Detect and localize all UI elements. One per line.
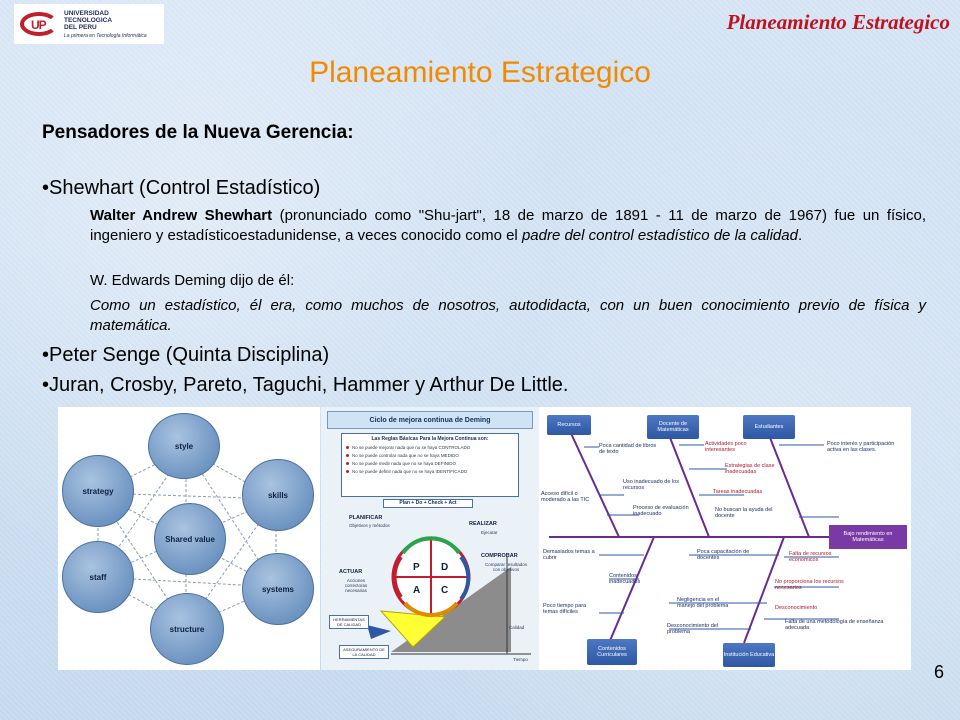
cause-text: Negligencia en el manejo del problema [677,597,729,610]
label-realizar-sub: Ejecutar [481,530,498,535]
pdca-letter-p: P [413,562,420,573]
cause-text: Tareas inadecuadas [713,489,763,495]
cause-text: Acceso difícil o moderado a las TIC [541,491,590,504]
cause-text: Falta de recursos económicos [789,551,832,564]
pdca-letter-d: D [441,562,449,573]
paragraph-deming-intro: W. Edwards Deming dijo de él: [90,272,295,289]
deming-pdca-label: Plan + Do + Check + Act [383,499,473,508]
shewhart-name: Walter Andrew Shewhart [90,207,273,224]
box-problem-head: Bajo rendimiento en Matemáticas [829,525,907,549]
node-structure: structure [150,593,224,665]
label-planificar: PLANIFICAR [349,515,383,521]
axis-tiempo: Tiempo [513,657,528,662]
cause-text: Actividades poco interesantes [705,441,747,454]
deming-rule: No se puede controlar nada que no se haya MEDIDO [352,453,518,458]
bullet-shewhart: •Shewhart (Control Estadístico) [42,177,321,199]
mckinsey-7s-diagram [58,407,320,670]
label-comprobar-sub: Comparar resultados con objetivos [484,562,528,572]
fishbone-diagram [539,407,911,670]
paragraph-deming-quote: Como un estadístico, él era, como muchos de nosotros, autodidacta, con un buen conocimiento previo de física y matemática. [90,297,926,334]
box-contenidos: Contenidos Curriculares [587,639,637,665]
box-docente: Docente de Matemáticas [647,415,699,439]
cause-text: No buscan la ayuda del docente [715,507,773,520]
bullet-others: •Juran, Crosby, Pareto, Taguchi, Hammer y Arthur De Little. [42,374,569,396]
label-aseguramiento: ASEGURAMIENTO DE LA CALIDAD [339,645,389,659]
node-skills: skills [242,459,314,531]
cause-text: Falta de una metodología de enseñanza adecuada [785,619,884,632]
deming-title: Ciclo de mejora continua de Deming [327,411,533,429]
cause-text: Uso inadecuado de los recursos [623,479,679,492]
shewhart-bio-end: . [797,227,803,244]
cause-text: Contenidos inadecuados [609,573,641,586]
deming-rule: No se puede mejorar nada que no se haya CONTROLADO [352,445,518,450]
box-estudiantes: Estudiantes [743,415,795,439]
label-actuar: ACTUAR [339,569,363,575]
cause-text: Poca cantidad de libros de texto [599,443,657,456]
university-logo [14,4,164,44]
bullet-senge: •Peter Senge (Quinta Disciplina) [42,344,330,366]
deming-rules-title: Las Reglas Básicas Para la Mejora Continua son: [371,436,489,442]
box-institucion: Institución Educativa [723,643,775,667]
pdca-letter-a: A [413,585,421,596]
slide-title: Planeamiento Estrategico [309,56,651,89]
utp-logo-icon: UP [18,9,60,39]
logo-tagline: La primera en Tecnología Informática [64,32,147,39]
box-recursos: Recursos [547,415,591,435]
label-actuar-sub: Acciones correctoras necesarias [344,578,368,593]
node-systems: systems [242,553,314,625]
cause-text: Estrategias de clase inadecuadas [725,463,775,476]
deming-rule: No se puede definir nada que no se haya IDENTIFICADO [352,469,518,474]
cause-text: No proporciona los recursos necesarios [775,579,844,592]
logo-line-2: TECNOLOGICA [64,16,113,24]
label-herramientas: HERRAMIENTAS DE CALIDAD [329,615,369,629]
page-number: 6 [933,662,944,682]
node-style: style [148,413,220,479]
cause-text: Poco interés y participación activa en las clases. [827,441,895,454]
cause-text: Desconocimiento del problema [667,623,719,636]
deming-cycle-diagram [321,407,539,670]
corner-title: Planeamiento Estrategico [726,10,950,34]
cause-text: Poca capacitación de docentes [697,549,750,562]
cause-text: Poco tiempo para temas difíciles [543,603,587,616]
shewhart-epithet: padre del control estadístico de la calidad [521,227,798,244]
node-shared-value: Shared value [154,503,226,575]
node-staff: staff [62,541,134,613]
label-planificar-sub: Objetivos y métodos [349,523,390,528]
logo-line-3: DEL PERU [64,23,97,31]
node-strategy: strategy [62,455,134,527]
cause-text: Desconocimiento [775,605,818,611]
subheading: Pensadores de la Nueva Gerencia: [42,122,354,143]
pdca-letter-c: C [441,585,449,596]
arrow-icon [367,625,391,639]
cause-text: Proceso de evaluación inadecuado [633,505,689,518]
label-comprobar: COMPROBAR [481,553,518,559]
axis-calidad: Calidad [509,625,525,630]
deming-graphic [321,407,539,670]
cause-text: Demasiados temas a cubrir [543,549,595,562]
logo-line-1: UNIVERSIDAD [64,9,109,17]
label-realizar: REALIZAR [469,521,497,527]
paragraph-shewhart [90,206,926,246]
shewhart-bio: (pronunciado como "Shu-jart", 18 de marzo de 1891 - 11 de marzo de 1967) fue un físico, ingeniero y estadísticoestadunidense, a veces conocido como el [90,207,926,244]
deming-rule: No se puede medir nada que no se haya DEFINIDO [352,461,518,466]
